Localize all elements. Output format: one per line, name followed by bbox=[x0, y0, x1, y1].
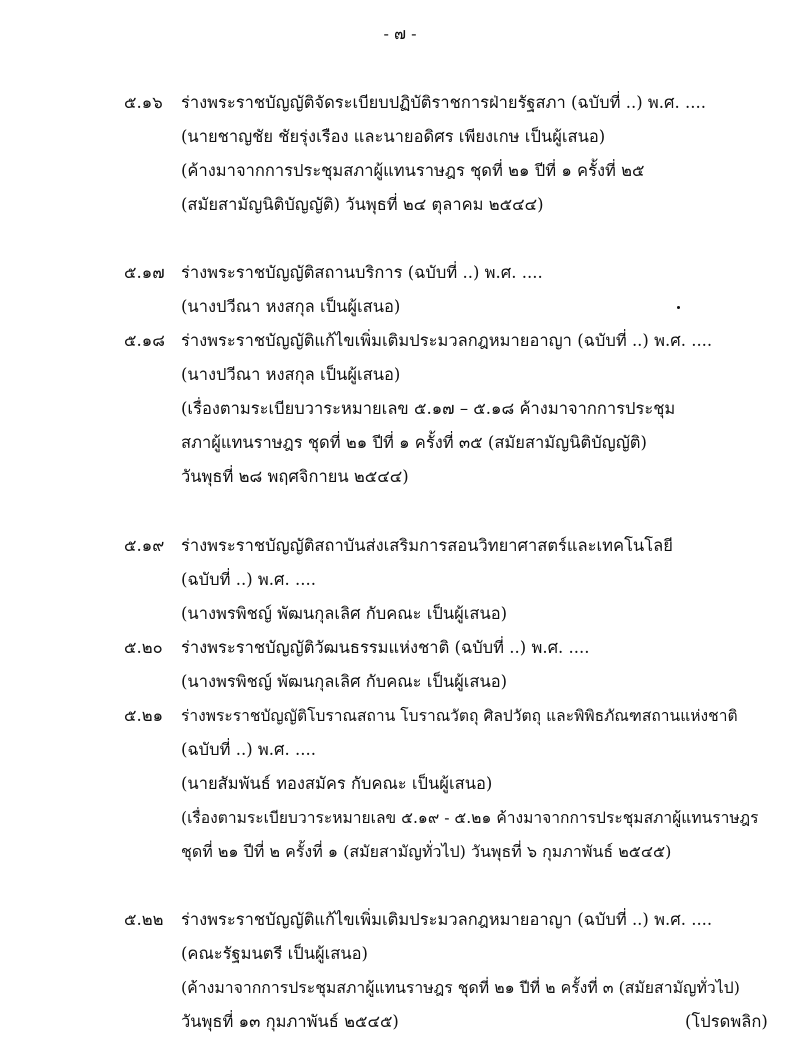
item-line: (นางปวีณา หงสกุล เป็นผู้เสนอ) bbox=[181, 365, 401, 384]
item-title: ร่างพระราชบัญญัติสถานบริการ (ฉบับที่ ..) พ.ศ. .... bbox=[181, 263, 543, 282]
item-line: (นางพรพิชญ์ พัฒนกุลเลิศ กับคณะ เป็นผู้เสนอ) bbox=[181, 672, 508, 691]
please-turn-note: (โปรดพลิก) bbox=[685, 1012, 768, 1031]
item-line: สภาผู้แทนราษฎร ชุดที่ ๒๑ ปีที่ ๑ ครั้งที่ ๓๕ (สมัยสามัญนิติบัญญัติ) bbox=[181, 433, 647, 452]
scan-dot bbox=[677, 306, 680, 309]
item-number: ๕.๑๖ bbox=[124, 93, 163, 112]
item-title: ร่างพระราชบัญญัติแก้ไขเพิ่มเติมประมวลกฎหมายอาญา (ฉบับที่ ..) พ.ศ. .... bbox=[181, 331, 713, 350]
item-line: (นายชาญชัย ชัยรุ่งเรือง และนายอดิศร เพียงเกษ เป็นผู้เสนอ) bbox=[181, 127, 606, 146]
item-line: (ค้างมาจากการประชุมสภาผู้แทนราษฎร ชุดที่ ๒๑ ปีที่ ๒ ครั้งที่ ๓ (สมัยสามัญทั่วไป) bbox=[181, 978, 740, 997]
item-title: ร่างพระราชบัญญัติสถาบันส่งเสริมการสอนวิทยาศาสตร์และเทคโนโลยี bbox=[181, 536, 673, 555]
item-line: (นายสัมพันธ์ ทองสมัคร กับคณะ เป็นผู้เสนอ) bbox=[181, 774, 493, 793]
item-line: (ฉบับที่ ..) พ.ศ. .... bbox=[181, 570, 316, 589]
item-number: ๕.๒๐ bbox=[124, 638, 163, 657]
item-line: ชุดที่ ๒๑ ปีที่ ๒ ครั้งที่ ๑ (สมัยสามัญทั่วไป) วันพุธที่ ๖ กุมภาพันธ์ ๒๕๔๕) bbox=[181, 842, 672, 861]
item-number: ๕.๑๙ bbox=[124, 536, 165, 555]
item-title: ร่างพระราชบัญญัติโบราณสถาน โบราณวัตถุ ศิลปวัตถุ และพิพิธภัณฑสถานแห่งชาติ bbox=[181, 707, 738, 725]
item-line: (เรื่องตามระเบียบวาระหมายเลข ๕.๑๗ – ๕.๑๘ ค้างมาจากการประชุม bbox=[181, 399, 676, 418]
item-title: ร่างพระราชบัญญัติจัดระเบียบปฏิบัติราชการฝ่ายรัฐสภา (ฉบับที่ ..) พ.ศ. .... bbox=[181, 93, 706, 112]
item-line: (ค้างมาจากการประชุมสภาผู้แทนราษฎร ชุดที่ ๒๑ ปีที่ ๑ ครั้งที่ ๒๕ bbox=[181, 161, 645, 180]
item-line: วันพุธที่ ๒๘ พฤศจิกายน ๒๕๔๔) bbox=[181, 467, 409, 486]
page-number: - ๗ - bbox=[383, 24, 417, 43]
item-number: ๕.๒๒ bbox=[124, 910, 164, 929]
item-title: ร่างพระราชบัญญัติวัฒนธรรมแห่งชาติ (ฉบับที่ ..) พ.ศ. .... bbox=[181, 638, 590, 657]
item-number: ๕.๑๗ bbox=[124, 263, 165, 282]
item-line: (เรื่องตามระเบียบวาระหมายเลข ๕.๑๙ - ๕.๒๑ ค้างมาจากการประชุมสภาผู้แทนราษฎร bbox=[181, 809, 759, 827]
item-line: (คณะรัฐมนตรี เป็นผู้เสนอ) bbox=[181, 944, 368, 963]
item-line: (นางพรพิชญ์ พัฒนกุลเลิศ กับคณะ เป็นผู้เสนอ) bbox=[181, 604, 508, 623]
item-line: (สมัยสามัญนิติบัญญัติ) วันพุธที่ ๒๔ ตุลาคม ๒๕๔๔) bbox=[181, 195, 544, 214]
item-number: ๕.๑๘ bbox=[124, 331, 165, 350]
item-number: ๕.๒๑ bbox=[124, 706, 164, 725]
item-line: (นางปวีณา หงสกุล เป็นผู้เสนอ) bbox=[181, 297, 401, 316]
item-title: ร่างพระราชบัญญัติแก้ไขเพิ่มเติมประมวลกฎหมายอาญา (ฉบับที่ ..) พ.ศ. .... bbox=[181, 910, 713, 929]
item-line: วันพุธที่ ๑๓ กุมภาพันธ์ ๒๕๔๕) bbox=[181, 1012, 399, 1031]
item-line: (ฉบับที่ ..) พ.ศ. .... bbox=[181, 740, 316, 759]
